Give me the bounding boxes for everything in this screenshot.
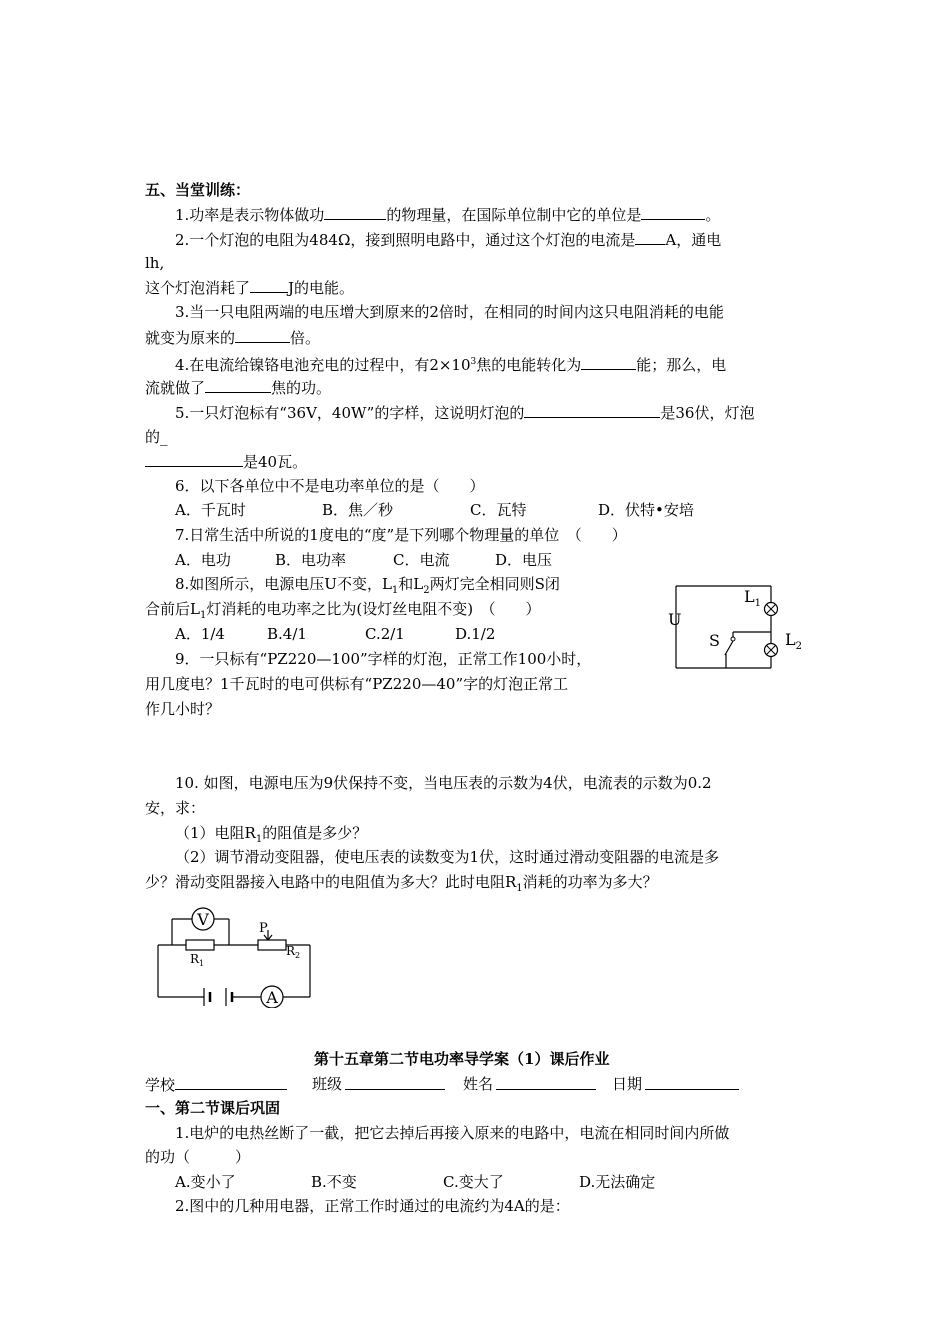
circuit-diagram-meters (150, 903, 320, 1008)
svg-text:R2: $R_2$ (286, 944, 301, 960)
question-9: 9．一只标有“PZ220—100”字样的灯泡，正常工作100小时， (175, 650, 592, 668)
svg-text:A: A (266, 988, 278, 1007)
date-field[interactable] (645, 1074, 739, 1090)
label-l1: $L_1$ (744, 587, 761, 609)
question-2: 2.一个灯泡的电阻为484Ω，接到照明电路中，通过这个灯泡的电流是 A，通电 (175, 231, 722, 249)
homework-question-1-line2: 的功（ ） (145, 1148, 251, 1166)
name-label: 姓名 (463, 1075, 494, 1093)
question-10-line2: 安，求： (145, 799, 206, 817)
question-7: 7.日常生活中所说的1度电的“度”是下列哪个物理量的单位 （ ） (175, 526, 627, 544)
question-10-part1: （1）电阻$R_1$的阻值是多少？ (175, 824, 368, 845)
svg-text:P: P (259, 921, 268, 936)
circuit-diagram-lamps (665, 580, 810, 675)
question-5-line3: 是40瓦。 (145, 451, 307, 472)
svg-text:V: V (197, 910, 209, 929)
question-5: 5.一只灯泡标有“36V，40W”的字样，这说明灯泡的 是36伏，灯泡 (175, 404, 755, 422)
name-field[interactable] (496, 1074, 596, 1090)
school-field[interactable] (175, 1074, 287, 1090)
question-5-line2: 的_ (145, 428, 168, 446)
homework-title: 第十五章第二节电功率导学案（1）课后作业 (314, 1050, 610, 1068)
class-label: 班级 (312, 1075, 343, 1093)
homework-question-1-options: A.变小了 B.不变 C.变大了 D.无法确定 (175, 1173, 656, 1191)
label-l2: $L_2$ (785, 630, 802, 652)
question-8: 8.如图所示，电源电压U不变，$L_1$和$L_2$两灯完全相同则S闭 (175, 575, 560, 596)
question-9-line2: 用几度电？1千瓦时的电可供标有“PZ220—40”字的灯泡正常工 (145, 675, 569, 693)
info-fields (145, 1074, 643, 1095)
resistor-r1-icon (186, 940, 214, 950)
label-s: S (709, 631, 720, 650)
question-1: 1.功率是表示物体做功 的物理量，在国际单位制中它的单位是 。 (175, 206, 721, 224)
question-10: 10. 如图，电源电压为9伏保持不变，当电压表的示数为4伏，电流表的示数为0.2 (175, 774, 712, 792)
homework-question-2: 2.图中的几种用电器，正常工作时通过的电流约为4A的是： (175, 1197, 570, 1215)
section-heading: 五、当堂训练： (145, 181, 251, 199)
homework-heading: 一、第二节课后巩固 (145, 1099, 281, 1117)
question-4: 4.在电流给镍铬电池充电的过程中，有$2\times 10^3$焦的电能转化为 能；那么，电 (175, 356, 727, 374)
question-9-line3: 作几小时？ (145, 700, 221, 718)
svg-text:R1: $R_1$ (190, 952, 205, 968)
question-3: 3.当一只电阻两端的电压增大到原来的2倍时，在相同的时间内这只电阻消耗的电能 (175, 303, 724, 321)
date-label: 日期 (612, 1075, 643, 1093)
question-8-options: A．1/4 B.4/1 C.2/1 D.1/2 (175, 625, 496, 643)
question-7-options: A．电功 B．电功率 C．电流 D．电压 (175, 551, 553, 569)
class-field[interactable] (345, 1074, 445, 1090)
switch-icon (731, 637, 735, 641)
question-8-line2: 合前后$L_1$灯消耗的电功率之比为(设灯丝电阻不变) （ ） (145, 600, 541, 621)
question-6: 6．以下各单位中不是电功率单位的是（ ） (175, 477, 485, 495)
rheostat-r2-icon (258, 940, 286, 950)
question-10-part2-line2: 少？滑动变阻器接入电路中的电阻值为多大？此时电阻$R_1$消耗的功率为多大？ (145, 873, 658, 894)
question-10-part2: （2）调节滑动变阻器，使电压表的读数变为1伏，这时通过滑动变阻器的电流是多 (175, 848, 720, 866)
question-3-line2: 就变为原来的 倍。 (145, 329, 321, 347)
question-2-line3: 这个灯泡消耗了 J的电能。 (145, 279, 355, 297)
label-u: U (668, 610, 682, 629)
school-label: 学校 (145, 1076, 176, 1094)
question-6-options: A．千瓦时 B．焦／秒 C．瓦特 D．伏特•安培 (175, 501, 694, 519)
question-2-line2: lh, (145, 254, 165, 272)
homework-question-1: 1.电炉的电热丝断了一截，把它去掉后再接入原来的电路中，电流在相同时间内所做 (175, 1124, 730, 1142)
question-4-line2: 流就做了 焦的功。 (145, 379, 332, 397)
